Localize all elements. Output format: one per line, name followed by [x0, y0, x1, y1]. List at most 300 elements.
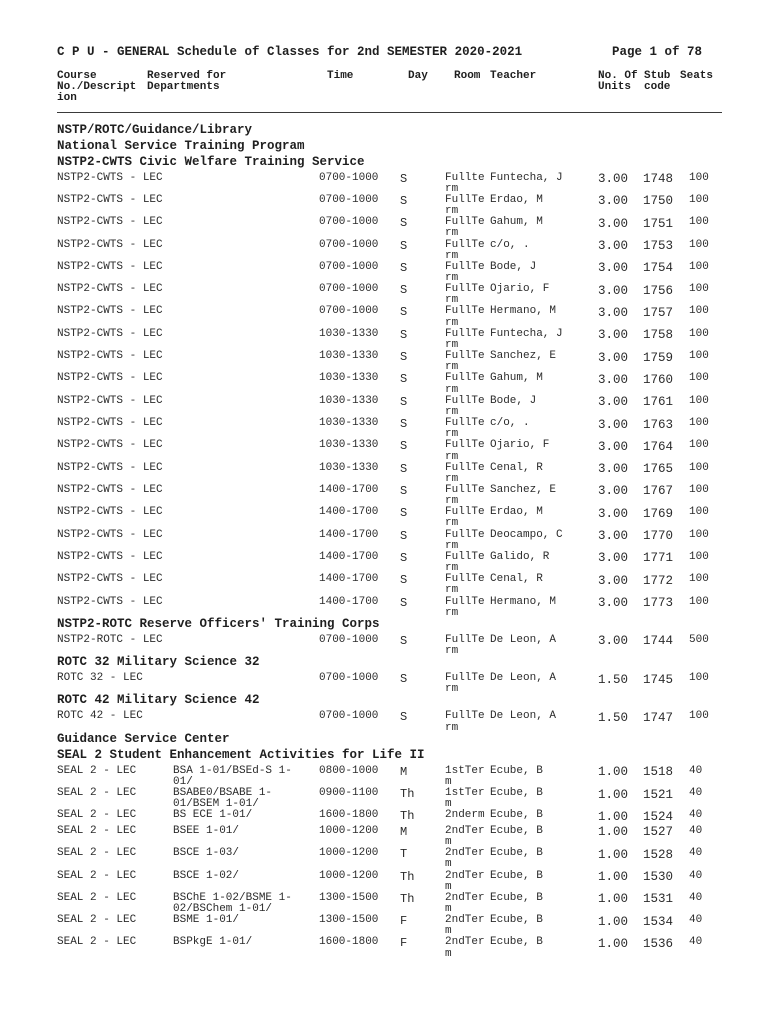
teacher-cell: De Leon, A [490, 633, 557, 646]
page-number: Page 1 of 78 [612, 45, 703, 59]
day-cell: S [400, 372, 408, 387]
class-row [57, 507, 722, 529]
reserved-line: BSChE 1-02/BSME 1- [173, 891, 292, 904]
time-cell: 1400-1700 [319, 483, 379, 496]
stub-cell: 1524 [643, 809, 674, 824]
stub-cell: 1767 [643, 484, 674, 499]
room-cell: FullTerm [445, 327, 485, 351]
reserved-cell [173, 848, 319, 870]
class-row [57, 788, 722, 810]
seats-cell: 100 [689, 372, 709, 385]
teacher-cell: De Leon, A [490, 710, 557, 723]
units-cell: 3.00 [598, 216, 629, 231]
teacher-cell: Ecube, B [490, 824, 543, 837]
class-row [57, 240, 722, 262]
day-cell: Th [400, 787, 415, 802]
time-cell: 1000-1200 [319, 847, 379, 860]
reserved-cell [173, 530, 319, 552]
room-cell: FullTerm [445, 573, 485, 597]
course-cell: NSTP2-CWTS - LEC [57, 528, 163, 541]
class-row [57, 396, 722, 418]
units-cell: 1.00 [598, 787, 629, 802]
course-cell: NSTP2-CWTS - LEC [57, 417, 163, 430]
header-line: Departments [147, 80, 220, 93]
reserved-cell [173, 552, 319, 574]
header-divider [57, 112, 722, 113]
day-cell: F [400, 914, 408, 929]
course-cell: NSTP2-CWTS - LEC [57, 550, 163, 563]
units-cell: 1.00 [598, 914, 629, 929]
course-cell: SEAL 2 - LEC [57, 891, 137, 904]
class-row [57, 329, 722, 351]
day-cell: S [400, 260, 408, 275]
stub-cell: 1747 [643, 710, 674, 725]
subject-heading: NSTP2-CWTS Civic Welfare Training Service [57, 154, 365, 169]
day-cell: S [400, 193, 408, 208]
course-cell: NSTP2-CWTS - LEC [57, 283, 163, 296]
teacher-cell: Cenal, R [490, 461, 543, 474]
reserved-cell [173, 915, 319, 937]
teacher-cell: De Leon, A [490, 672, 557, 685]
units-cell: 3.00 [598, 573, 629, 588]
reserved-cell [173, 788, 319, 810]
seats-cell: 100 [689, 171, 709, 184]
stub-cell: 1527 [643, 825, 674, 840]
seats-cell: 40 [689, 936, 703, 949]
room-cell: FullTerm [445, 595, 485, 619]
header-line: Room [454, 69, 481, 82]
seats-cell: 40 [689, 891, 703, 904]
time-cell: 1000-1200 [319, 869, 379, 882]
reserved-cell [173, 463, 319, 485]
teacher-cell: c/o, . [490, 238, 530, 251]
units-cell: 3.00 [598, 417, 629, 432]
time-cell: 0700-1000 [319, 260, 379, 273]
reserved-line: BSCE 1-02/ [173, 869, 240, 882]
course-cell: NSTP2-CWTS - LEC [57, 483, 163, 496]
room-cell: FullTerm [445, 193, 485, 218]
reserved-line: BSABE0/BSABE 1- [173, 787, 273, 800]
course-cell: NSTP2-CWTS - LEC [57, 238, 163, 251]
day-cell: S [400, 171, 408, 186]
day-cell: S [400, 238, 408, 253]
reserved-cell [173, 396, 319, 418]
seats-cell: 40 [689, 869, 703, 882]
stub-cell: 1754 [643, 261, 674, 276]
reserved-cell [173, 284, 319, 306]
reserved-cell [173, 262, 319, 284]
class-row [57, 173, 722, 195]
stub-column-header [644, 71, 670, 93]
seats-cell: 100 [689, 394, 709, 407]
room-cell: FullTerm [445, 710, 485, 734]
stub-cell: 1764 [643, 439, 674, 454]
course-cell: NSTP2-CWTS - LEC [57, 461, 163, 474]
time-cell: 1030-1330 [319, 417, 379, 430]
stub-cell: 1758 [643, 328, 674, 343]
day-cell: S [400, 417, 408, 432]
reserved-cell [173, 893, 319, 915]
header-line: Time [327, 69, 354, 82]
room-cell: FullTerm [445, 238, 485, 262]
header-line: Units [598, 80, 632, 93]
time-cell: 1030-1330 [319, 461, 379, 474]
header-line: Reserved for [147, 69, 227, 82]
course-cell: NSTP2-CWTS - LEC [57, 305, 163, 318]
day-cell: S [400, 483, 408, 498]
seats-cell: 40 [689, 764, 703, 777]
day-cell: S [400, 710, 408, 725]
time-cell: 0700-1000 [319, 171, 379, 184]
teacher-cell: Sanchez, E [490, 350, 557, 363]
reserved-cell [173, 937, 319, 959]
stub-cell: 1750 [643, 194, 674, 209]
units-cell: 3.00 [598, 172, 629, 187]
teacher-cell: Ecube, B [490, 847, 543, 860]
header-line: Seats [680, 69, 714, 82]
class-row [57, 574, 722, 596]
class-row [57, 597, 722, 619]
time-cell: 1030-1330 [319, 394, 379, 407]
room-cell: 1stTerm [445, 764, 485, 788]
stub-cell: 1751 [643, 216, 674, 231]
teacher-cell: Erdao, M [490, 193, 543, 206]
units-cell: 3.00 [598, 634, 629, 649]
room-cell: 1stTerm [445, 787, 485, 811]
units-cell: 3.00 [598, 239, 629, 254]
teacher-cell: Ecube, B [490, 914, 543, 927]
seats-cell: 40 [689, 809, 703, 822]
seats-cell: 100 [689, 327, 709, 340]
stub-cell: 1765 [643, 462, 674, 477]
class-row [57, 195, 722, 217]
class-row [57, 306, 722, 328]
course-cell: NSTP2-CWTS - LEC [57, 216, 163, 229]
day-cell: S [400, 350, 408, 365]
class-row [57, 848, 722, 870]
reserved-cell [173, 766, 319, 788]
reserved-cell [173, 871, 319, 893]
reserved-cell [173, 195, 319, 217]
time-cell: 1030-1330 [319, 372, 379, 385]
units-cell: 3.00 [598, 484, 629, 499]
reserved-cell [173, 217, 319, 239]
units-cell: 3.00 [598, 439, 629, 454]
reserved-line: BSPkgE 1-01/ [173, 936, 253, 949]
day-cell: Th [400, 809, 415, 824]
day-cell: T [400, 847, 408, 862]
reserved-cell [173, 329, 319, 351]
units-cell: 1.50 [598, 672, 629, 687]
reserved-cell [173, 440, 319, 462]
seats-cell: 100 [689, 216, 709, 229]
stub-cell: 1763 [643, 417, 674, 432]
class-row [57, 262, 722, 284]
time-cell: 1300-1500 [319, 891, 379, 904]
day-cell: S [400, 506, 408, 521]
stub-cell: 1518 [643, 765, 674, 780]
class-row [57, 893, 722, 915]
teacher-cell: Ecube, B [490, 787, 543, 800]
department-heading: NSTP/ROTC/Guidance/Library [57, 122, 253, 137]
reserved-cell [173, 373, 319, 395]
stub-cell: 1759 [643, 350, 674, 365]
seats-cell: 100 [689, 461, 709, 474]
reserved-cell [173, 485, 319, 507]
room-cell: FullTerm [445, 350, 485, 374]
course-column-header [57, 71, 136, 104]
class-row [57, 284, 722, 306]
units-cell: 3.00 [598, 328, 629, 343]
room-cell: 2ndTerm [445, 847, 485, 871]
office-heading: Guidance Service Center [57, 731, 230, 746]
reserved-column-header [147, 71, 226, 93]
room-cell: FullTerm [445, 528, 485, 552]
room-cell: FullTerm [445, 550, 485, 575]
units-cell: 1.00 [598, 870, 629, 885]
seats-cell: 100 [689, 238, 709, 251]
teacher-cell: Bode, J [490, 394, 537, 407]
reserved-cell [173, 826, 319, 848]
office-heading: National Service Training Program [57, 138, 305, 153]
time-cell: 1400-1700 [319, 528, 379, 541]
seats-cell: 40 [689, 847, 703, 860]
room-cell: 2ndTerm [445, 869, 485, 893]
room-cell: FullTerm [445, 283, 485, 307]
seats-cell: 40 [689, 824, 703, 837]
header-line: Course [57, 69, 97, 82]
reserved-cell [173, 173, 319, 195]
subject-heading: NSTP2-ROTC Reserve Officers' Training Corps [57, 616, 380, 631]
time-cell: 0700-1000 [319, 193, 379, 206]
class-row [57, 915, 722, 937]
room-cell: 2ndTerm [445, 824, 485, 849]
units-cell: 3.00 [598, 506, 629, 521]
course-cell: SEAL 2 - LEC [57, 809, 137, 822]
teacher-cell: Sanchez, E [490, 483, 557, 496]
room-cell: 2ndTerm [445, 891, 485, 915]
reserved-cell [173, 635, 319, 657]
day-cell: S [400, 672, 408, 687]
room-cell: FullTerm [445, 506, 485, 530]
time-column-header [327, 71, 353, 82]
seats-cell: 100 [689, 595, 709, 608]
stub-cell: 1744 [643, 634, 674, 649]
units-cell: 3.00 [598, 372, 629, 387]
stub-cell: 1521 [643, 787, 674, 802]
room-cell: Fullterm [445, 171, 485, 195]
time-cell: 1400-1700 [319, 573, 379, 586]
class-row [57, 673, 722, 695]
reserved-cell [173, 711, 319, 733]
time-cell: 0700-1000 [319, 633, 379, 646]
time-cell: 1600-1800 [319, 936, 379, 949]
teacher-cell: Ecube, B [490, 764, 543, 777]
teacher-cell: Hermano, M [490, 305, 557, 318]
time-cell: 0700-1000 [319, 672, 379, 685]
teacher-cell: Ojario, F [490, 439, 550, 452]
class-row [57, 217, 722, 239]
units-column-header [598, 71, 638, 93]
room-cell: FullTerm [445, 633, 485, 657]
subject-heading: SEAL 2 Student Enhancement Activities for Life II [57, 747, 425, 762]
teacher-cell: Gahum, M [490, 372, 543, 385]
stub-cell: 1771 [643, 551, 674, 566]
stub-cell: 1761 [643, 395, 674, 410]
day-cell: Th [400, 869, 415, 884]
reserved-line: 02/BSChem 1-01/ [173, 903, 273, 915]
reserved-cell [173, 240, 319, 262]
class-row [57, 351, 722, 373]
time-cell: 1030-1330 [319, 439, 379, 452]
teacher-cell: Cenal, R [490, 573, 543, 586]
course-cell: SEAL 2 - LEC [57, 787, 137, 800]
room-cell: FullTerm [445, 672, 485, 696]
day-cell: S [400, 573, 408, 588]
course-cell: SEAL 2 - LEC [57, 764, 137, 777]
seats-cell: 100 [689, 672, 709, 685]
reserved-cell [173, 574, 319, 596]
course-cell: NSTP2-CWTS - LEC [57, 327, 163, 340]
course-cell: NSTP2-CWTS - LEC [57, 394, 163, 407]
course-cell: NSTP2-CWTS - LEC [57, 439, 163, 452]
stub-cell: 1753 [643, 239, 674, 254]
class-row [57, 810, 722, 826]
header-line: No. Of [598, 69, 638, 82]
header-line: code [644, 80, 671, 93]
teacher-cell: Ecube, B [490, 936, 543, 949]
seats-cell: 100 [689, 350, 709, 363]
course-cell: SEAL 2 - LEC [57, 869, 137, 882]
header-line: No./Descript [57, 80, 137, 93]
units-cell: 3.00 [598, 529, 629, 544]
units-cell: 3.00 [598, 283, 629, 298]
class-row [57, 766, 722, 788]
class-row [57, 485, 722, 507]
seats-cell: 100 [689, 439, 709, 452]
schedule-table [57, 122, 722, 960]
teacher-cell: Funtecha, J [490, 171, 563, 184]
reserved-cell [173, 810, 319, 826]
seats-cell: 100 [689, 417, 709, 430]
reserved-cell [173, 418, 319, 440]
units-cell: 3.00 [598, 194, 629, 209]
stub-cell: 1773 [643, 596, 674, 611]
room-cell: FullTerm [445, 461, 485, 485]
time-cell: 1600-1800 [319, 809, 379, 822]
units-cell: 1.00 [598, 809, 629, 824]
room-cell: FullTerm [445, 394, 485, 418]
day-cell: M [400, 824, 408, 839]
room-cell: FullTerm [445, 305, 485, 329]
units-cell: 1.00 [598, 936, 629, 951]
stub-cell: 1531 [643, 892, 674, 907]
room-cell: 2nderm [445, 809, 485, 822]
course-cell: NSTP2-CWTS - LEC [57, 372, 163, 385]
stub-cell: 1745 [643, 672, 674, 687]
seats-cell: 100 [689, 528, 709, 541]
teacher-cell: Ecube, B [490, 891, 543, 904]
stub-cell: 1772 [643, 573, 674, 588]
header-line: Teacher [490, 69, 537, 82]
seats-cell: 100 [689, 550, 709, 563]
class-row [57, 440, 722, 462]
room-cell: 2ndTerm [445, 914, 485, 938]
class-row [57, 871, 722, 893]
seats-cell: 100 [689, 283, 709, 296]
time-cell: 1400-1700 [319, 506, 379, 519]
teacher-cell: Hermano, M [490, 595, 557, 608]
time-cell: 1000-1200 [319, 824, 379, 837]
course-cell: NSTP2-CWTS - LEC [57, 171, 163, 184]
course-cell: ROTC 32 - LEC [57, 672, 143, 685]
seats-cell: 100 [689, 573, 709, 586]
teacher-cell: Deocampo, C [490, 528, 563, 541]
day-cell: S [400, 461, 408, 476]
seats-column-header [680, 71, 713, 82]
teacher-cell: Gahum, M [490, 216, 543, 229]
time-cell: 1300-1500 [319, 914, 379, 927]
time-cell: 0700-1000 [319, 238, 379, 251]
time-cell: 1400-1700 [319, 550, 379, 563]
time-cell: 0700-1000 [319, 283, 379, 296]
stub-cell: 1756 [643, 283, 674, 298]
time-cell: 0700-1000 [319, 710, 379, 723]
time-cell: 0700-1000 [319, 216, 379, 229]
class-row [57, 418, 722, 440]
units-cell: 3.00 [598, 305, 629, 320]
units-cell: 3.00 [598, 261, 629, 276]
reserved-line: BSA 1-01/BSEd-S 1- [173, 764, 292, 777]
reserved-line: BSCE 1-03/ [173, 847, 240, 860]
reserved-cell [173, 673, 319, 695]
room-cell: FullTerm [445, 216, 485, 240]
seats-cell: 100 [689, 506, 709, 519]
reserved-line: 01/ [173, 775, 193, 788]
course-cell: NSTP2-ROTC - LEC [57, 633, 163, 646]
teacher-cell: Ojario, F [490, 283, 550, 296]
units-cell: 1.00 [598, 765, 629, 780]
teacher-cell: Ecube, B [490, 869, 543, 882]
class-row [57, 635, 722, 657]
day-cell: S [400, 283, 408, 298]
units-cell: 1.00 [598, 892, 629, 907]
teacher-cell: Galido, R [490, 550, 550, 563]
room-cell: FullTerm [445, 417, 485, 441]
header-line: Stub [644, 69, 671, 82]
room-cell: FullTerm [445, 372, 485, 396]
class-row [57, 937, 722, 959]
class-row [57, 711, 722, 733]
room-cell: FullTerm [445, 260, 485, 284]
document-title: C P U - GENERAL Schedule of Classes for 2nd SEMESTER 2020-2021 [57, 45, 523, 59]
day-cell: S [400, 327, 408, 342]
day-cell: S [400, 394, 408, 409]
reserved-cell [173, 507, 319, 529]
class-row [57, 552, 722, 574]
reserved-line: 01/BSEM 1-01/ [173, 798, 259, 811]
units-cell: 1.50 [598, 710, 629, 725]
course-cell: SEAL 2 - LEC [57, 824, 137, 837]
reserved-cell [173, 351, 319, 373]
stub-cell: 1528 [643, 847, 674, 862]
day-cell: S [400, 216, 408, 231]
course-cell: NSTP2-CWTS - LEC [57, 573, 163, 586]
room-cell: FullTerm [445, 483, 485, 508]
teacher-column-header [490, 71, 536, 82]
stub-cell: 1769 [643, 506, 674, 521]
units-cell: 1.00 [598, 847, 629, 862]
